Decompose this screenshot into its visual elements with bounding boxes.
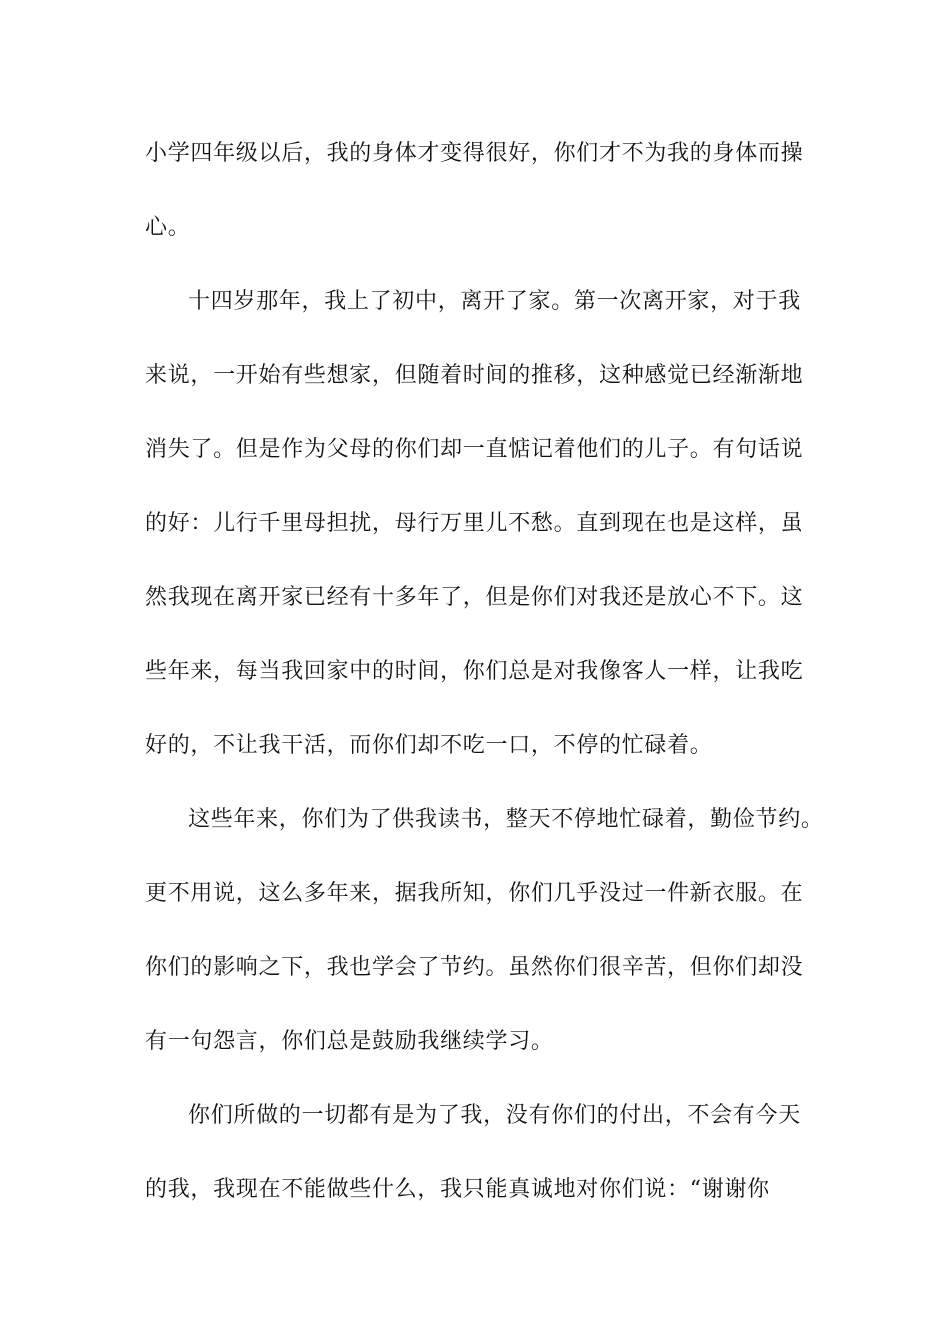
paragraph-first-line: 你们所做的一切都有是为了我，没有你们的付出，不会有今天 — [188, 1103, 801, 1128]
text-line: 然我现在离开家已经有十多年了，但是你们对我还是放心不下。这 — [145, 585, 804, 610]
text-line: 心。 — [145, 215, 191, 240]
text-line: 的我，我现在不能做些什么，我只能真诚地对你们说：“谢谢你 — [145, 1177, 770, 1202]
text-line: 来说，一开始有些想家，但随着时间的推移，这种感觉已经渐渐地 — [145, 363, 804, 388]
text-line: 些年来，每当我回家中的时间，你们总是对我像客人一样，让我吃 — [145, 659, 804, 684]
text-line: 消失了。但是作为父母的你们却一直惦记着他们的儿子。有句话说 — [145, 437, 804, 462]
paragraph-first-line: 十四岁那年，我上了初中，离开了家。第一次离开家，对于我 — [188, 289, 801, 314]
text-line: 有一句怨言，你们总是鼓励我继续学习。 — [145, 1029, 554, 1054]
text-line: 你们的影响之下，我也学会了节约。虽然你们很辛苦，但你们却没 — [145, 955, 804, 980]
text-line: 好的，不让我干活，而你们却不吃一口，不停的忙碌着。 — [145, 733, 713, 758]
paragraph-first-line: 这些年来，你们为了供我读书，整天不停地忙碌着，勤俭节约。 — [188, 807, 824, 832]
text-line: 的好：儿行千里母担扰，母行万里儿不愁。直到现在也是这样，虽 — [145, 511, 804, 536]
text-line: 小学四年级以后，我的身体才变得很好，你们才不为我的身体而操 — [145, 141, 804, 166]
text-line: 更不用说，这么多年来，据我所知，你们几乎没过一件新衣服。在 — [145, 881, 804, 906]
